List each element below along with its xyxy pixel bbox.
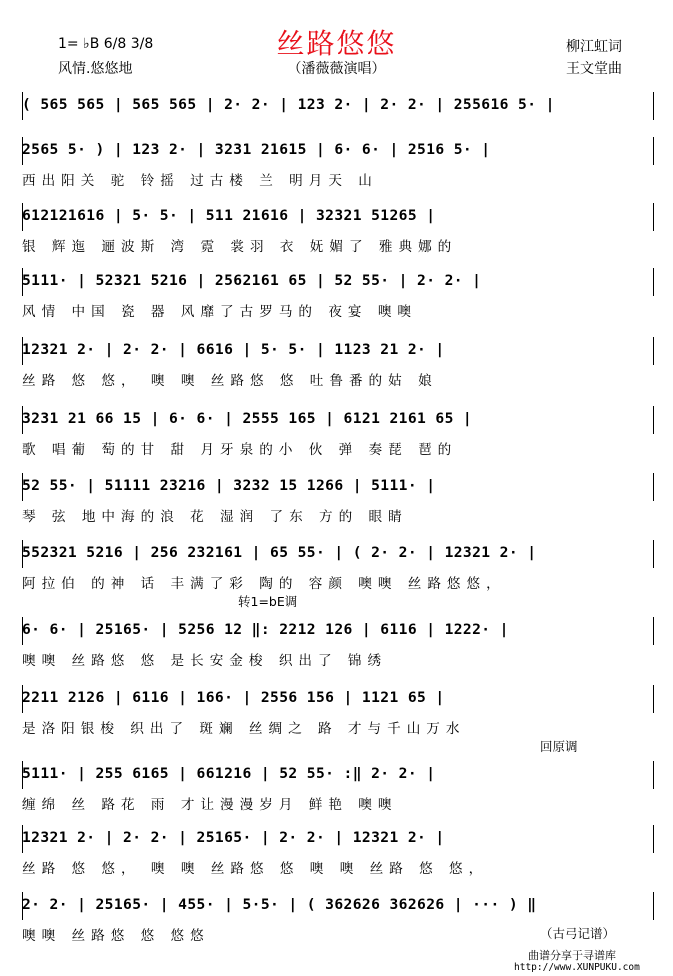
lyrics-line: 西出阳关 驼 铃摇 过古楼 兰 明月天 山: [22, 173, 378, 189]
transcriber-note: （古弓记谱）: [540, 926, 616, 941]
footer-site-name: 曲谱分享于寻谱库: [528, 949, 616, 962]
lyrics-line: 银 辉迤 逦波斯 湾 霓 裳羽 衣 妩媚了 雅典娜的: [22, 239, 458, 255]
music-line: 52 55· | 51111 23216 | 3232 15 1266 | 5111· |: [22, 477, 436, 494]
music-line: 12321 2· | 2· 2· | 25165· | 2· 2· | 12321 2· |: [22, 829, 445, 846]
music-line: 12321 2· | 2· 2· | 6616 | 5· 5· | 1123 21 2· |: [22, 341, 445, 358]
music-line: 3231 21 66 15 | 6· 6· | 2555 165 | 6121 2161 65 |: [22, 410, 473, 427]
music-line: 5111· | 255 6165 | 661216 | 52 55· :‖ 2· 2· |: [22, 765, 436, 782]
key-signature: 1= ♭B 6/8 3/8: [58, 36, 154, 52]
composer: 王文堂曲: [566, 61, 622, 77]
music-line: 612121616 | 5· 5· | 511 21616 | 32321 51265 |: [22, 207, 436, 224]
lyrics-line: 风情 中国 瓷 器 风靡了古罗马的 夜宴 噢噢: [22, 304, 418, 320]
lyrics-line: 丝路 悠 悠， 噢 噢 丝路悠 悠 吐鲁番的姑 娘: [22, 373, 438, 389]
modulation-note: 转1=bE调: [238, 594, 298, 609]
performer: （潘薇薇演唱）: [287, 61, 386, 77]
music-line: ( 565 565 | 565 565 | 2· 2· | 123 2· | 2· 2· | 255616 5· |: [22, 96, 555, 113]
footer-url[interactable]: http://www.XUNPUKU.com: [514, 962, 640, 973]
music-line: 2· 2· | 25165· | 455· | 5·5· | ( 362626 362626 | ··· ) ‖: [22, 896, 537, 913]
music-line: 2565 5· ) | 123 2· | 3231 21615 | 6· 6· | 2516 5· |: [22, 141, 491, 158]
lyrics-line: 歌 唱葡 萄的甘 甜 月牙泉的小 伙 弹 奏琵 琶的: [22, 442, 458, 458]
lyrics-line: 丝路 悠 悠， 噢 噢 丝路悠 悠 噢 噢 丝路 悠 悠，: [22, 861, 489, 877]
lyrics-line: 噢噢 丝路悠 悠 是长安金梭 织出了 锦绣: [22, 653, 388, 669]
music-line: 2211 2126 | 6116 | 166· | 2556 156 | 1121 65 |: [22, 689, 445, 706]
return-key-note: 回原调: [540, 739, 578, 754]
tempo-mood: 风情.悠悠地: [58, 61, 133, 77]
lyrics-line: 阿拉伯 的神 话 丰满了彩 陶的 容颜 噢噢 丝路悠悠，: [22, 576, 506, 592]
lyrics-line: 缠绵 丝 路花 雨 才让漫漫岁月 鲜艳 噢噢: [22, 797, 398, 813]
lyricist: 柳江虹词: [566, 39, 622, 55]
music-line: 6· 6· | 25165· | 5256 12 ‖: 2212 126 | 6116 | 1222· |: [22, 621, 509, 638]
lyrics-line: 是洛阳银梭 织出了 斑斓 丝绸之 路 才与千山万水: [22, 721, 466, 737]
lyrics-line: 琴 弦 地中海的浪 花 湿润 了东 方的 眼睛: [22, 509, 408, 525]
lyrics-line: 噢噢 丝路悠 悠 悠悠: [22, 928, 210, 944]
music-line: 5111· | 52321 5216 | 2562161 65 | 52 55· | 2· 2· |: [22, 272, 482, 289]
song-title: 丝路悠悠: [276, 27, 397, 60]
music-line: 552321 5216 | 256 232161 | 65 55· | ( 2· 2· | 12321 2· |: [22, 544, 537, 561]
